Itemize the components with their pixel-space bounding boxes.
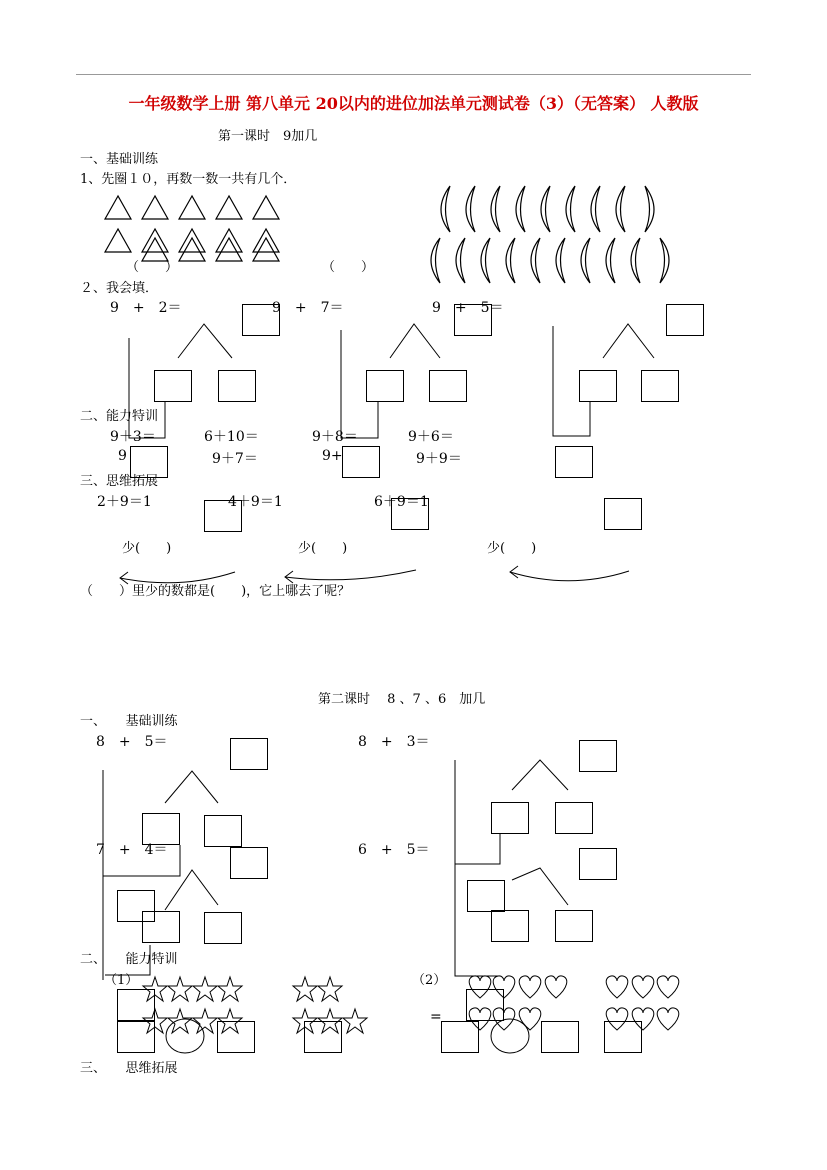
answer-box[interactable] bbox=[555, 802, 593, 834]
lesson1-heading: 第一课时 9加几 bbox=[218, 129, 318, 144]
lesson2-equation2: 8 + 3＝ bbox=[358, 734, 430, 750]
answer-box[interactable] bbox=[429, 370, 467, 402]
answer-box[interactable] bbox=[218, 370, 256, 402]
exercise: 9＋7＝ bbox=[212, 451, 258, 467]
answer-box[interactable] bbox=[117, 989, 155, 1021]
equals-sign: = bbox=[430, 1009, 442, 1025]
exercise: 9＋6＝ bbox=[408, 429, 454, 445]
less-blank: 少( ) bbox=[298, 541, 348, 556]
answer-box[interactable] bbox=[604, 1021, 642, 1053]
triangle-group bbox=[105, 196, 279, 261]
lesson2-section2: 二、 能力特训 bbox=[80, 952, 178, 967]
answer-box[interactable] bbox=[454, 304, 492, 336]
lesson2-trees bbox=[103, 760, 568, 980]
answer-box[interactable] bbox=[579, 370, 617, 402]
answer-box[interactable] bbox=[117, 1021, 155, 1053]
answer-box[interactable] bbox=[555, 446, 593, 478]
lesson1-section2: 二、能力特训 bbox=[80, 409, 159, 424]
answer-box[interactable] bbox=[441, 1021, 479, 1053]
answer-box[interactable] bbox=[491, 802, 529, 834]
lesson2-equation3: 7 + 4＝ bbox=[96, 842, 168, 858]
less-blank: 少( ) bbox=[122, 541, 172, 556]
lesson1-section3: 三、思维拓展 bbox=[80, 474, 159, 489]
problem-1-label: （1） bbox=[104, 973, 139, 988]
lesson1-question1: 1、先圈１０，再数一数一共有几个． bbox=[80, 172, 297, 187]
answer-box[interactable] bbox=[204, 912, 242, 944]
answer-box[interactable] bbox=[242, 304, 280, 336]
lesson2-section1: 一、 基础训练 bbox=[80, 714, 178, 729]
exercise: 9+ bbox=[322, 448, 343, 464]
lesson2-equation1: 8 + 5＝ bbox=[96, 734, 168, 750]
answer-box[interactable] bbox=[579, 848, 617, 880]
answer-box[interactable] bbox=[641, 370, 679, 402]
answer-box[interactable] bbox=[230, 847, 268, 879]
less-blank: 少( ) bbox=[487, 541, 537, 556]
document-title: 一年级数学上册 第八单元 20以内的进位加法单元测试卷（3）（无答案） 人教版 bbox=[128, 94, 699, 113]
header-rule bbox=[76, 74, 751, 75]
lesson1-question2: ２、我会填． bbox=[80, 281, 159, 296]
reflection-question: （ ）里少的数都是( )，它上哪去了呢？ bbox=[80, 584, 351, 599]
lesson1-section1: 一、基础训练 bbox=[80, 152, 159, 167]
exercise: 9＋3＝ bbox=[110, 429, 156, 445]
answer-box[interactable] bbox=[466, 989, 504, 1021]
exercise: 6＋10＝ bbox=[204, 429, 259, 445]
answer-box[interactable] bbox=[366, 370, 404, 402]
lesson1-equation2: 9 + 7＝ bbox=[272, 300, 344, 316]
triangle-count-blank: （ ） bbox=[126, 260, 179, 275]
answer-box[interactable] bbox=[342, 446, 380, 478]
exercise: 9 bbox=[118, 448, 127, 464]
answer-box[interactable] bbox=[579, 740, 617, 772]
extension-equation: 6＋9＝1 bbox=[374, 494, 429, 510]
answer-box[interactable] bbox=[541, 1021, 579, 1053]
moon-group bbox=[431, 186, 669, 283]
answer-box[interactable] bbox=[604, 498, 642, 530]
answer-box[interactable] bbox=[217, 1021, 255, 1053]
answer-box[interactable] bbox=[142, 813, 180, 845]
moon-count-blank: （ ） bbox=[322, 260, 375, 275]
exercise: 9＋8＝ bbox=[312, 429, 358, 445]
answer-box[interactable] bbox=[204, 500, 242, 532]
answer-box[interactable] bbox=[391, 498, 429, 530]
answer-box[interactable] bbox=[666, 304, 704, 336]
lesson2-section3: 三、 思维拓展 bbox=[80, 1061, 178, 1076]
lesson1-equation1: 9 + 2＝ bbox=[110, 300, 182, 316]
lesson2-heading: 第二课时 8 、7 、6 加几 bbox=[318, 692, 486, 707]
answer-box[interactable] bbox=[204, 815, 242, 847]
exercise: 9＋9＝ bbox=[416, 451, 462, 467]
answer-box[interactable] bbox=[142, 911, 180, 943]
lesson2-equation4: 6 + 5＝ bbox=[358, 842, 430, 858]
lesson1-equation3: 9 + 5＝ bbox=[432, 300, 504, 316]
extension-equation: 4＋9＝1 bbox=[228, 494, 283, 510]
answer-box[interactable] bbox=[304, 1021, 342, 1053]
answer-box[interactable] bbox=[467, 880, 505, 912]
problem-2-label: （2） bbox=[412, 973, 447, 988]
answer-box[interactable] bbox=[230, 738, 268, 770]
answer-box[interactable] bbox=[154, 370, 192, 402]
answer-box[interactable] bbox=[491, 910, 529, 942]
extension-equation: 2＋9＝1 bbox=[97, 494, 152, 510]
answer-box[interactable] bbox=[555, 910, 593, 942]
